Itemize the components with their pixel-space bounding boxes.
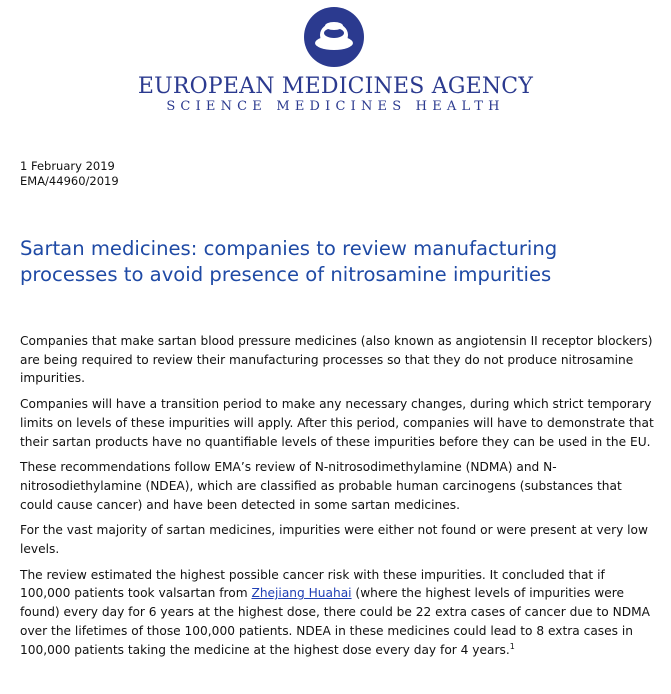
paragraph-5-text-end: (where the highest levels of impurities were found) every day for 6 years at the highest dose, there could be 22 extra cases of cancer due to NDMA over the lifetimes of those 100,000 patients. NDEA in these medicines could lead to 8 extra cases in 100,000 patients taking the medicine at the highest dose every day for 4 years. <box>20 586 650 657</box>
paragraph-2: Companies will have a transition period to make any necessary changes, during which strict temporary limits on levels of these impurities will apply. After this period, companies will have to demonstrate that their sartan products have no quantifiable levels of these impurities before they can be used in the EU. <box>20 397 654 449</box>
agency-name: EUROPEAN MEDICINES AGENCY <box>137 74 534 99</box>
document-header <box>0 0 671 130</box>
paragraph-4: For the vast majority of sartan medicines, impurities were either not found or were present at very low levels. <box>20 523 648 557</box>
paragraph-3: These recommendations follow EMA’s review of N-nitrosodimethylamine (NDMA) and N-nitrosodiethylamine (NDEA), which are classified as probable human carcinogens (substances that could cause cancer) and have been detected in some sartan medicines. <box>20 460 622 512</box>
document-body <box>20 332 656 666</box>
document-meta <box>20 159 119 189</box>
document-date: 1 February 2019 <box>20 159 115 173</box>
paragraph-5-text-start: The review estimated the highest possible cancer risk with these impurities. It concluded that if 100,000 patients took valsartan from <box>20 567 605 601</box>
paragraph-5 <box>20 566 656 660</box>
agency-tagline: SCIENCE MEDICINES HEALTH <box>166 99 505 114</box>
zhejiang-huahai-link[interactable]: Zhejiang Huahai <box>251 586 352 601</box>
footnote-marker[interactable]: 1 <box>509 641 515 651</box>
paragraph-1: Companies that make sartan blood pressure medicines (also known as angiotensin II receptor blockers) are being required to review their manufacturing processes so that they do not produce nitrosamine impurities. <box>20 334 653 386</box>
document-reference: EMA/44960/2019 <box>20 174 119 188</box>
ema-logo-icon <box>303 6 365 68</box>
page-title: Sartan medicines: companies to review manufacturing processes to avoid presence of nitrosamine impurities <box>20 237 558 286</box>
